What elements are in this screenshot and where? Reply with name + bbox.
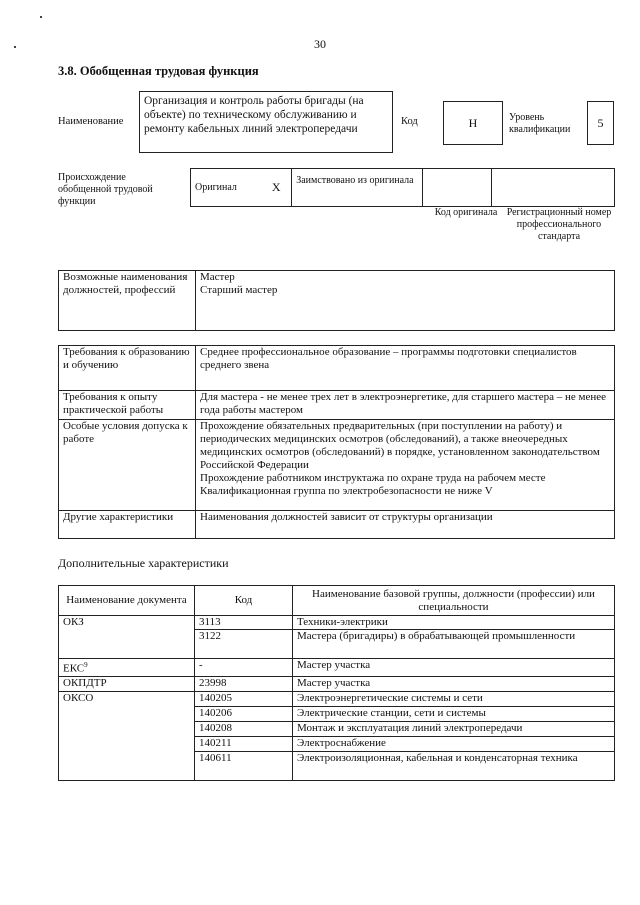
name-cell: Мастер участка: [293, 676, 615, 691]
doc-cell: ОКПДТР: [59, 676, 195, 691]
code-cell: 23998: [195, 676, 293, 691]
education-value: Среднее профессиональное образование – программы подготовки специалистов среднего звена: [196, 346, 615, 391]
code-cell: 140208: [195, 721, 293, 736]
admission-briefing: Прохождение работником инструктажа по охране труда на рабочем месте: [200, 472, 546, 484]
level-box: [587, 101, 614, 145]
borrowed-label: Заимствовано из оригинала: [292, 169, 422, 207]
other-value: Наименования должностей зависит от структуры организации: [196, 511, 615, 539]
code-cell: 140611: [195, 751, 293, 780]
name-cell: Мастер участка: [293, 659, 615, 677]
level-value: 5: [597, 115, 604, 130]
positions-table: [58, 270, 615, 331]
experience-value: Для мастера - не менее трех лет в электроэнергетике, для старшего мастера – не менее года работы мастером: [196, 391, 615, 420]
original-mark: X: [261, 169, 292, 207]
original-label: Оригинал: [191, 169, 262, 207]
name-cell: Монтаж и эксплуатация линий электропередачи: [293, 721, 615, 736]
scan-speck: [40, 16, 42, 18]
name-cell: Электроизоляционная, кабельная и конденсаторная техника: [293, 751, 615, 780]
code-cell: 3113: [195, 616, 293, 630]
admission-group: Квалификационная группа по электробезопасности не ниже V: [200, 485, 493, 497]
other-label: Другие характеристики: [59, 511, 196, 539]
col-name-header: Наименование базовой группы, должности (профессии) или специальности: [293, 586, 615, 616]
name-cell: Электрические станции, сети и системы: [293, 706, 615, 721]
doc-cell: [59, 659, 195, 677]
additional-table: [58, 585, 615, 781]
admission-label: Особые условия допуска к работе: [59, 420, 196, 511]
admission-medical: Прохождение обязательных предварительных (при поступлении на работу) и периодических медицинских осмотров (обследований), а также внеочередных медицинских осмотров (обследований) в порядке, установленном законодательством Российской Федерации: [200, 420, 600, 471]
name-label: Наименование: [58, 116, 124, 127]
requirements-table: [58, 345, 615, 539]
name-cell: Электроэнергетические системы и сети: [293, 691, 615, 706]
code-cell: 140205: [195, 691, 293, 706]
doc-name: ЕКС: [63, 662, 85, 675]
code-cell: 140206: [195, 706, 293, 721]
section-title: 3.8. Обобщенная трудовая функция: [58, 64, 259, 78]
footnote-mark: 9: [84, 661, 88, 669]
function-name-box: [139, 91, 393, 153]
level-label: Уровень квалификации: [509, 112, 571, 135]
registration-caption: Регистрационный номер профессионального стандарта: [506, 207, 612, 242]
name-cell: Мастера (бригадиры) в обрабатывающей промышленности: [293, 630, 615, 659]
positions-values: [196, 271, 615, 331]
doc-cell: ОКЗ: [59, 616, 195, 659]
original-code-caption: Код оригинала: [434, 207, 498, 218]
code-label: Код: [401, 116, 418, 127]
origin-label: Происхождение обобщенной трудовой функции: [58, 172, 153, 207]
experience-label: Требования к опыту практической работы: [59, 391, 196, 420]
code-cell: -: [195, 659, 293, 677]
original-code-cell: [422, 169, 491, 207]
code-cell: 3122: [195, 630, 293, 659]
origin-table: [190, 168, 615, 207]
position-item: Старший мастер: [200, 284, 278, 296]
function-name: Организация и контроль работы бригады (на объекте) по техническому обслуживанию и ремонту кабельных линий электропередачи: [144, 95, 364, 135]
positions-label: Возможные наименования должностей, профессий: [59, 271, 196, 331]
registration-number-cell: [491, 169, 614, 207]
admission-value: [196, 420, 615, 511]
code-value: H: [468, 115, 478, 130]
doc-cell: ОКСО: [59, 691, 195, 780]
col-code-header: Код: [195, 586, 293, 616]
col-document-header: Наименование документа: [59, 586, 195, 616]
name-cell: Электроснабжение: [293, 736, 615, 751]
position-item: Мастер: [200, 271, 235, 283]
education-label: Требования к образованию и обучению: [59, 346, 196, 391]
code-cell: 140211: [195, 736, 293, 751]
name-cell: Техники-электрики: [293, 616, 615, 630]
code-box: [443, 101, 503, 145]
page-number: 30: [314, 37, 326, 51]
additional-title: Дополнительные характеристики: [58, 556, 229, 570]
